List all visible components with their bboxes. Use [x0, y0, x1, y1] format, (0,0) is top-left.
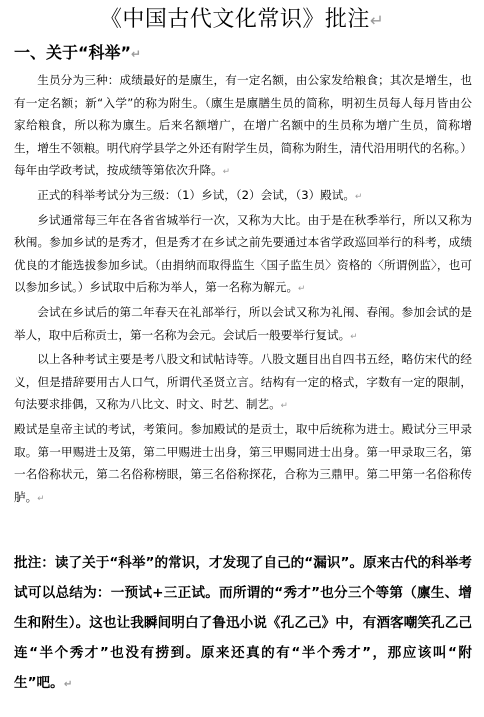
- annotation-block: [14, 548, 472, 700]
- paragraph-mark: ↵: [350, 331, 358, 342]
- paragraph-mark: ↵: [298, 284, 306, 295]
- paragraph-text: 以上各种考试主要是考八股文和试帖诗等。八股文题目出自四书五经，略仿宋代的经义，但是措辞要用古人口气，所谓代圣贤立言。结构有一定的格式，字数有一定的限制，句法要求排偶，又称为八比文、时文、时艺、制艺。: [14, 352, 472, 412]
- document-title-text: 《中国古代文化常识》批注: [99, 7, 370, 32]
- paragraph-text: 会试在乡试后的第二年春天在礼部举行，所以会试又称为礼闱、春闱。参加会试的是举人，取中后称贡士，第一名称为会元。会试后一般要举行复试。: [14, 304, 472, 342]
- section-heading-text: 一、关于“科举”: [14, 43, 132, 62]
- paragraph-metropolitan-exam: [14, 301, 472, 348]
- paragraph-provincial-exam: [14, 209, 472, 301]
- paragraph-text: 殿试是皇帝主试的考试，考策问。参加殿试的是贡士，取中后统称为进士。殿试分三甲录取。第一甲赐进士及第，第二甲赐进士出身，第三甲赐同进士出身。第一甲录取三名，第一名俗称状元，第二名俗称榜眼，第三名俗称探花，合称为三鼎甲。第二甲第一名俗称传胪。: [14, 421, 472, 504]
- paragraph-mark: ↵: [369, 11, 385, 30]
- body-text: [14, 69, 472, 510]
- paragraph-text: 正式的科举考试分为三级：（1）乡试，（2）会试，（3）殿试。: [37, 187, 355, 202]
- paragraph-mark: ↵: [354, 191, 363, 202]
- paragraph-mark: ↵: [222, 167, 230, 178]
- paragraph-exam-levels: [14, 184, 472, 209]
- paragraph-text: 生员分为三种：成绩最好的是廪生，有一定名额，由公家发给粮食；其次是增生，也有一定名额；新“入学”的称为附生。（廪生是廪膳生员的简称，明初生员每人每月皆由公家给粮食，所以称为廪生。后来名额增广，在增广名额中的生员称为增广生员，简称增生，增生不领粮。明代府学县学之外还有附学生员，简称为附生，清代沿用明代的名称。）每年由学政考试，按成绩等第依次升降。: [14, 73, 472, 178]
- paragraph-palace-exam: [14, 418, 472, 510]
- section-heading: [14, 42, 141, 65]
- document-title: [0, 6, 484, 35]
- paragraph-mark: ↵: [37, 493, 45, 504]
- paragraph-mark: ↵: [280, 401, 288, 412]
- paragraph-mark: ↵: [63, 679, 73, 690]
- paragraph-eight-legged-essay: [14, 348, 472, 418]
- annotation-paragraph: [14, 548, 472, 700]
- paragraph-students: [14, 69, 472, 184]
- paragraph-mark: ↵: [131, 47, 142, 61]
- paragraph-text: 乡试通常每三年在各省省城举行一次，又称为大比。由于是在秋季举行，所以又称为秋闱。参加乡试的是秀才，但是秀才在乡试之前先要通过本省学政巡回举行的科考，成绩优良的才能选拔参加乡试。（由捐纳而取得监生〈国子监生员〉资格的〈所谓例监〉，也可以参加乡试。）乡试取中后称为举人，第一名称为解元。: [14, 212, 472, 295]
- annotation-text: 批注：读了关于“科举”的常识，才发现了自己的“漏识”。原来古代的科举考试可以总结为：一预试+三正试。而所谓的“秀才”也分三个等第（廪生、增生和附生）。这也让我瞬间明白了鲁迅小说《孔乙己》中，有酒客嘲笑孔乙己连“半个秀才”也没有捞到。原来还真的有“半个秀才”，那应该叫“附生”吧。: [14, 555, 472, 691]
